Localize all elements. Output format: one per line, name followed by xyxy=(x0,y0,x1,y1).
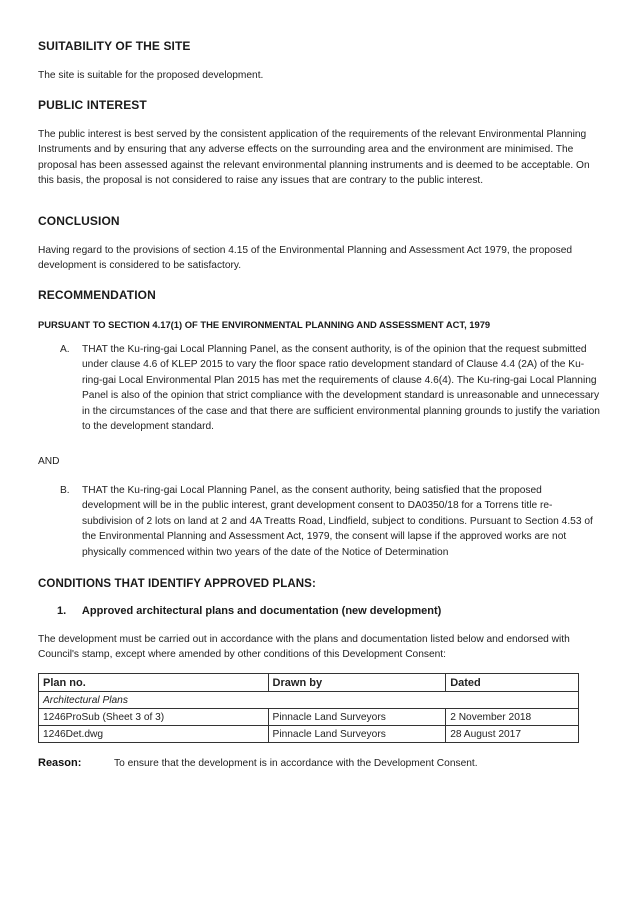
header-dated: Dated xyxy=(446,674,579,692)
condition-item-title-text: Approved architectural plans and documentation (new development) xyxy=(81,605,442,617)
table-group-label: Architectural Plans xyxy=(39,692,579,709)
item-a-label: A. xyxy=(60,344,70,355)
item-a-text: THAT the Ku-ring-gai Local Planning Panel, as the consent authority, is of the opinion that the request submitted under clause 4.6 of KLEP 2015 to vary the floor space ratio development standard of Clause 4.4 (2A) of the Ku-ring-gai Local Environmental Plan 2015 has met the requirements of clause 4.6(4). The Ku-ring-gai Local Planning Panel is also of the opinion that strict compliance with the development standard is unreasonable and unnecessary in the circumstances of the case and that there are sufficient environmental planning grounds to justify the variation to the development standard. xyxy=(82,344,600,433)
reason-label: Reason: xyxy=(38,757,82,769)
item-b-text: THAT the Ku-ring-gai Local Planning Panel, as the consent authority, being satisfied that the proposed development will be in the public interest, grant development consent to DA0350/18 for a Torrens title re-subdivision of 2 lots on land at 2 and 4A Treatts Road, Lindfield, subject to conditions. Pursuant to Section 4.53 of the Environmental Planning and Assessment Act, 1979, the consent will lapse if the approved works are not physically commenced within two years of the date of the Notice of Determination xyxy=(82,485,593,558)
conclusion-text: Having regard to the provisions of section 4.15 of the Environmental Planning and Assessment Act 1979, the proposed development is considered to be satisfactory. xyxy=(38,245,573,272)
table-cell: 1246ProSub (Sheet 3 of 3) xyxy=(39,709,269,726)
suitability-text: The site is suitable for the proposed development. xyxy=(38,70,264,81)
table-cell: 2 November 2018 xyxy=(446,709,579,726)
conditions-text: The development must be carried out in accordance with the plans and documentation listed below and endorsed with Council's stamp, except where amended by other conditions of this Development Consent: xyxy=(38,634,570,661)
public-interest-heading: PUBLIC INTEREST xyxy=(38,98,147,112)
approved-plans-table xyxy=(38,673,579,743)
conditions-heading: CONDITIONS THAT IDENTIFY APPROVED PLANS: xyxy=(38,578,316,590)
condition-item-title xyxy=(57,605,441,617)
item-b-label: B. xyxy=(60,485,70,496)
table-row xyxy=(39,726,579,743)
table-cell: Pinnacle Land Surveyors xyxy=(268,709,446,726)
condition-item-number: 1. xyxy=(57,605,67,617)
header-plan-no: Plan no. xyxy=(39,674,269,692)
reason-text: To ensure that the development is in accordance with the Development Consent. xyxy=(114,758,478,769)
table-cell: 1246Det.dwg xyxy=(39,726,269,743)
reason-line xyxy=(38,757,478,769)
header-drawn-by: Drawn by xyxy=(268,674,446,692)
table-row xyxy=(39,709,579,726)
table-group-row xyxy=(39,692,579,709)
table-cell: 28 August 2017 xyxy=(446,726,579,743)
conclusion-heading: CONCLUSION xyxy=(38,214,120,228)
recommendation-subheading: PURSUANT TO SECTION 4.17(1) OF THE ENVIRONMENTAL PLANNING AND ASSESSMENT ACT, 1979 xyxy=(38,319,491,330)
public-interest-text: The public interest is best served by the consistent application of the requirements of the relevant Environmental Planning Instruments and by ensuring that any adverse effects on the surrounding area and the environment are minimised. The proposal has been assessed against the relevant environmental planning instruments and is deemed to be acceptable. On this basis, the proposal is not considered to raise any issues that are contrary to the public interest. xyxy=(38,129,590,187)
table-cell: Pinnacle Land Surveyors xyxy=(268,726,446,743)
and-connector: AND xyxy=(38,456,60,467)
suitability-heading: SUITABILITY OF THE SITE xyxy=(38,39,191,53)
table-header-row xyxy=(39,674,579,692)
recommendation-heading: RECOMMENDATION xyxy=(38,288,156,302)
